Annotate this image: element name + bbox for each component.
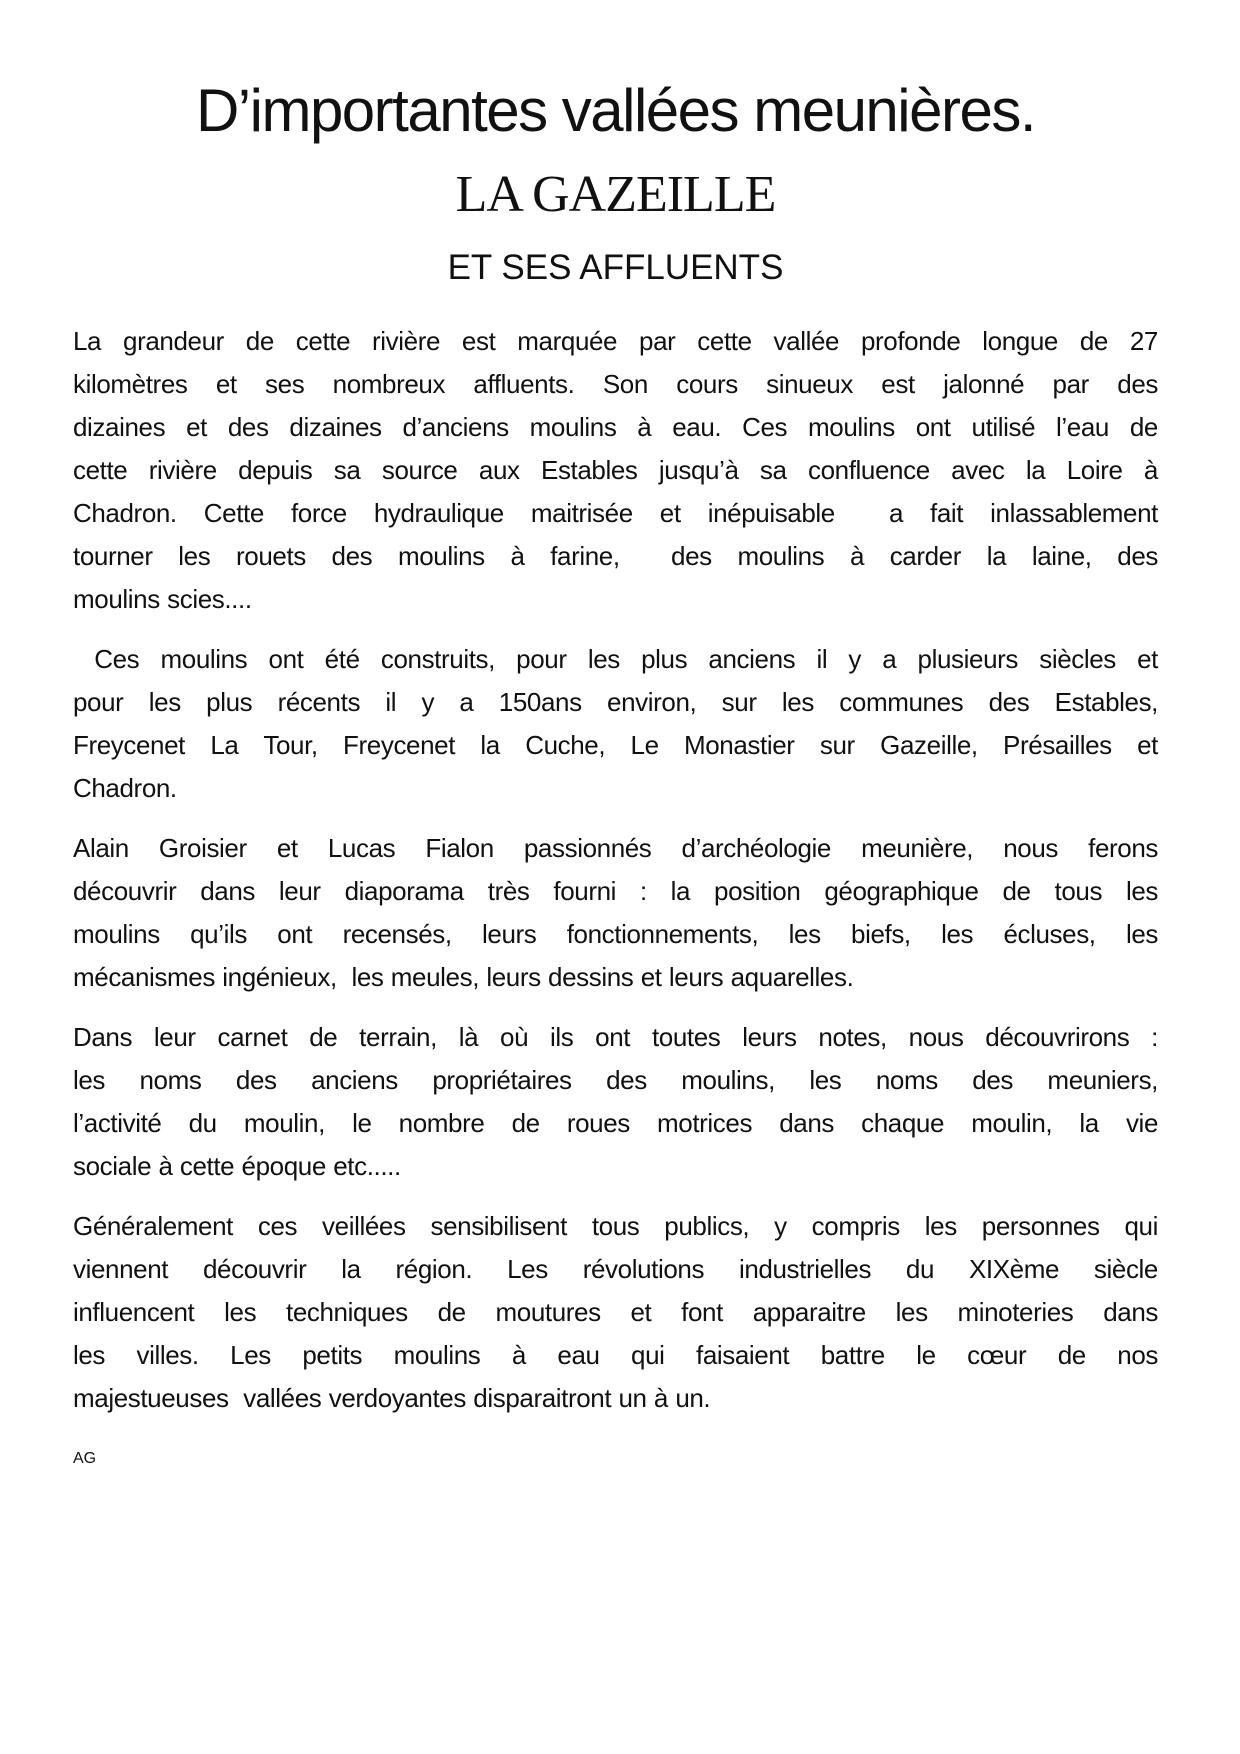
paragraph-line: dizaines et des dizaines d’anciens moulins à eau. Ces moulins ont utilisé l’eau de <box>73 412 1158 442</box>
paragraph-line: Généralement ces veillées sensibilisent tous publics, y compris les personnes qui <box>73 1211 1158 1241</box>
paragraph-line: découvrir dans leur diaporama très fourni : la position géographique de tous les <box>73 876 1158 906</box>
paragraph-line: cette rivière depuis sa source aux Estables jusqu’à sa confluence avec la Loire à <box>73 455 1158 485</box>
paragraph-line: influencent les techniques de moutures et font apparaitre les minoteries dans <box>73 1297 1158 1327</box>
paragraph-line: Dans leur carnet de terrain, là où ils ont toutes leurs notes, nous découvrirons : <box>73 1022 1158 1052</box>
paragraph-line: tourner les rouets des moulins à farine, des moulins à carder la laine, des <box>73 541 1158 571</box>
page-tagline: ET SES AFFLUENTS <box>447 248 784 287</box>
paragraph-line: les villes. Les petits moulins à eau qui faisaient battre le cœur de nos <box>73 1340 1158 1370</box>
paragraph-line: mécanismes ingénieux, les meules, leurs dessins et leurs aquarelles. <box>73 962 854 992</box>
paragraph-line: La grandeur de cette rivière est marquée par cette vallée profonde longue de 27 <box>73 326 1158 356</box>
paragraph-line: Chadron. Cette force hydraulique maitrisée et inépuisable a fait inlassablement <box>73 498 1158 528</box>
signature: AG <box>73 1450 97 1467</box>
paragraph <box>73 827 1158 999</box>
paragraph-line: Ces moulins ont été construits, pour les plus anciens il y a plusieurs siècles et <box>73 644 1159 674</box>
paragraph-line: les noms des anciens propriétaires des moulins, les noms des meuniers, <box>73 1065 1158 1095</box>
page-subtitle: LA GAZEILLE <box>455 166 776 223</box>
paragraph-line: moulins scies.... <box>73 584 252 614</box>
paragraph-line: l’activité du moulin, le nombre de roues motrices dans chaque moulin, la vie <box>73 1108 1158 1138</box>
paragraph-line: Freycenet La Tour, Freycenet la Cuche, Le Monastier sur Gazeille, Présailles et <box>73 730 1158 760</box>
paragraph <box>73 320 1158 621</box>
paragraph <box>73 638 1158 810</box>
paragraphs <box>73 320 1158 1420</box>
paragraph-line: Chadron. <box>73 773 177 803</box>
paragraph-line: moulins qu’ils ont recensés, leurs fonctionnements, les biefs, les écluses, les <box>73 919 1158 949</box>
paragraph-line: kilomètres et ses nombreux affluents. Son cours sinueux est jalonné par des <box>73 369 1158 399</box>
document-content <box>73 0 1158 1480</box>
paragraph-line: majestueuses vallées verdoyantes disparaitront un à un. <box>73 1383 711 1413</box>
paragraph-line: pour les plus récents il y a 150ans environ, sur les communes des Estables, <box>73 687 1158 717</box>
paragraph <box>73 1016 1158 1188</box>
paragraph-line: viennent découvrir la région. Les révolutions industrielles du XIXème siècle <box>73 1254 1158 1284</box>
paragraph-line: sociale à cette époque etc..... <box>73 1151 401 1181</box>
paragraph <box>73 1205 1158 1420</box>
page-title: D’importantes vallées meunières. <box>195 77 1036 144</box>
paragraph-line: Alain Groisier et Lucas Fialon passionnés d’archéologie meunière, nous ferons <box>73 833 1158 863</box>
